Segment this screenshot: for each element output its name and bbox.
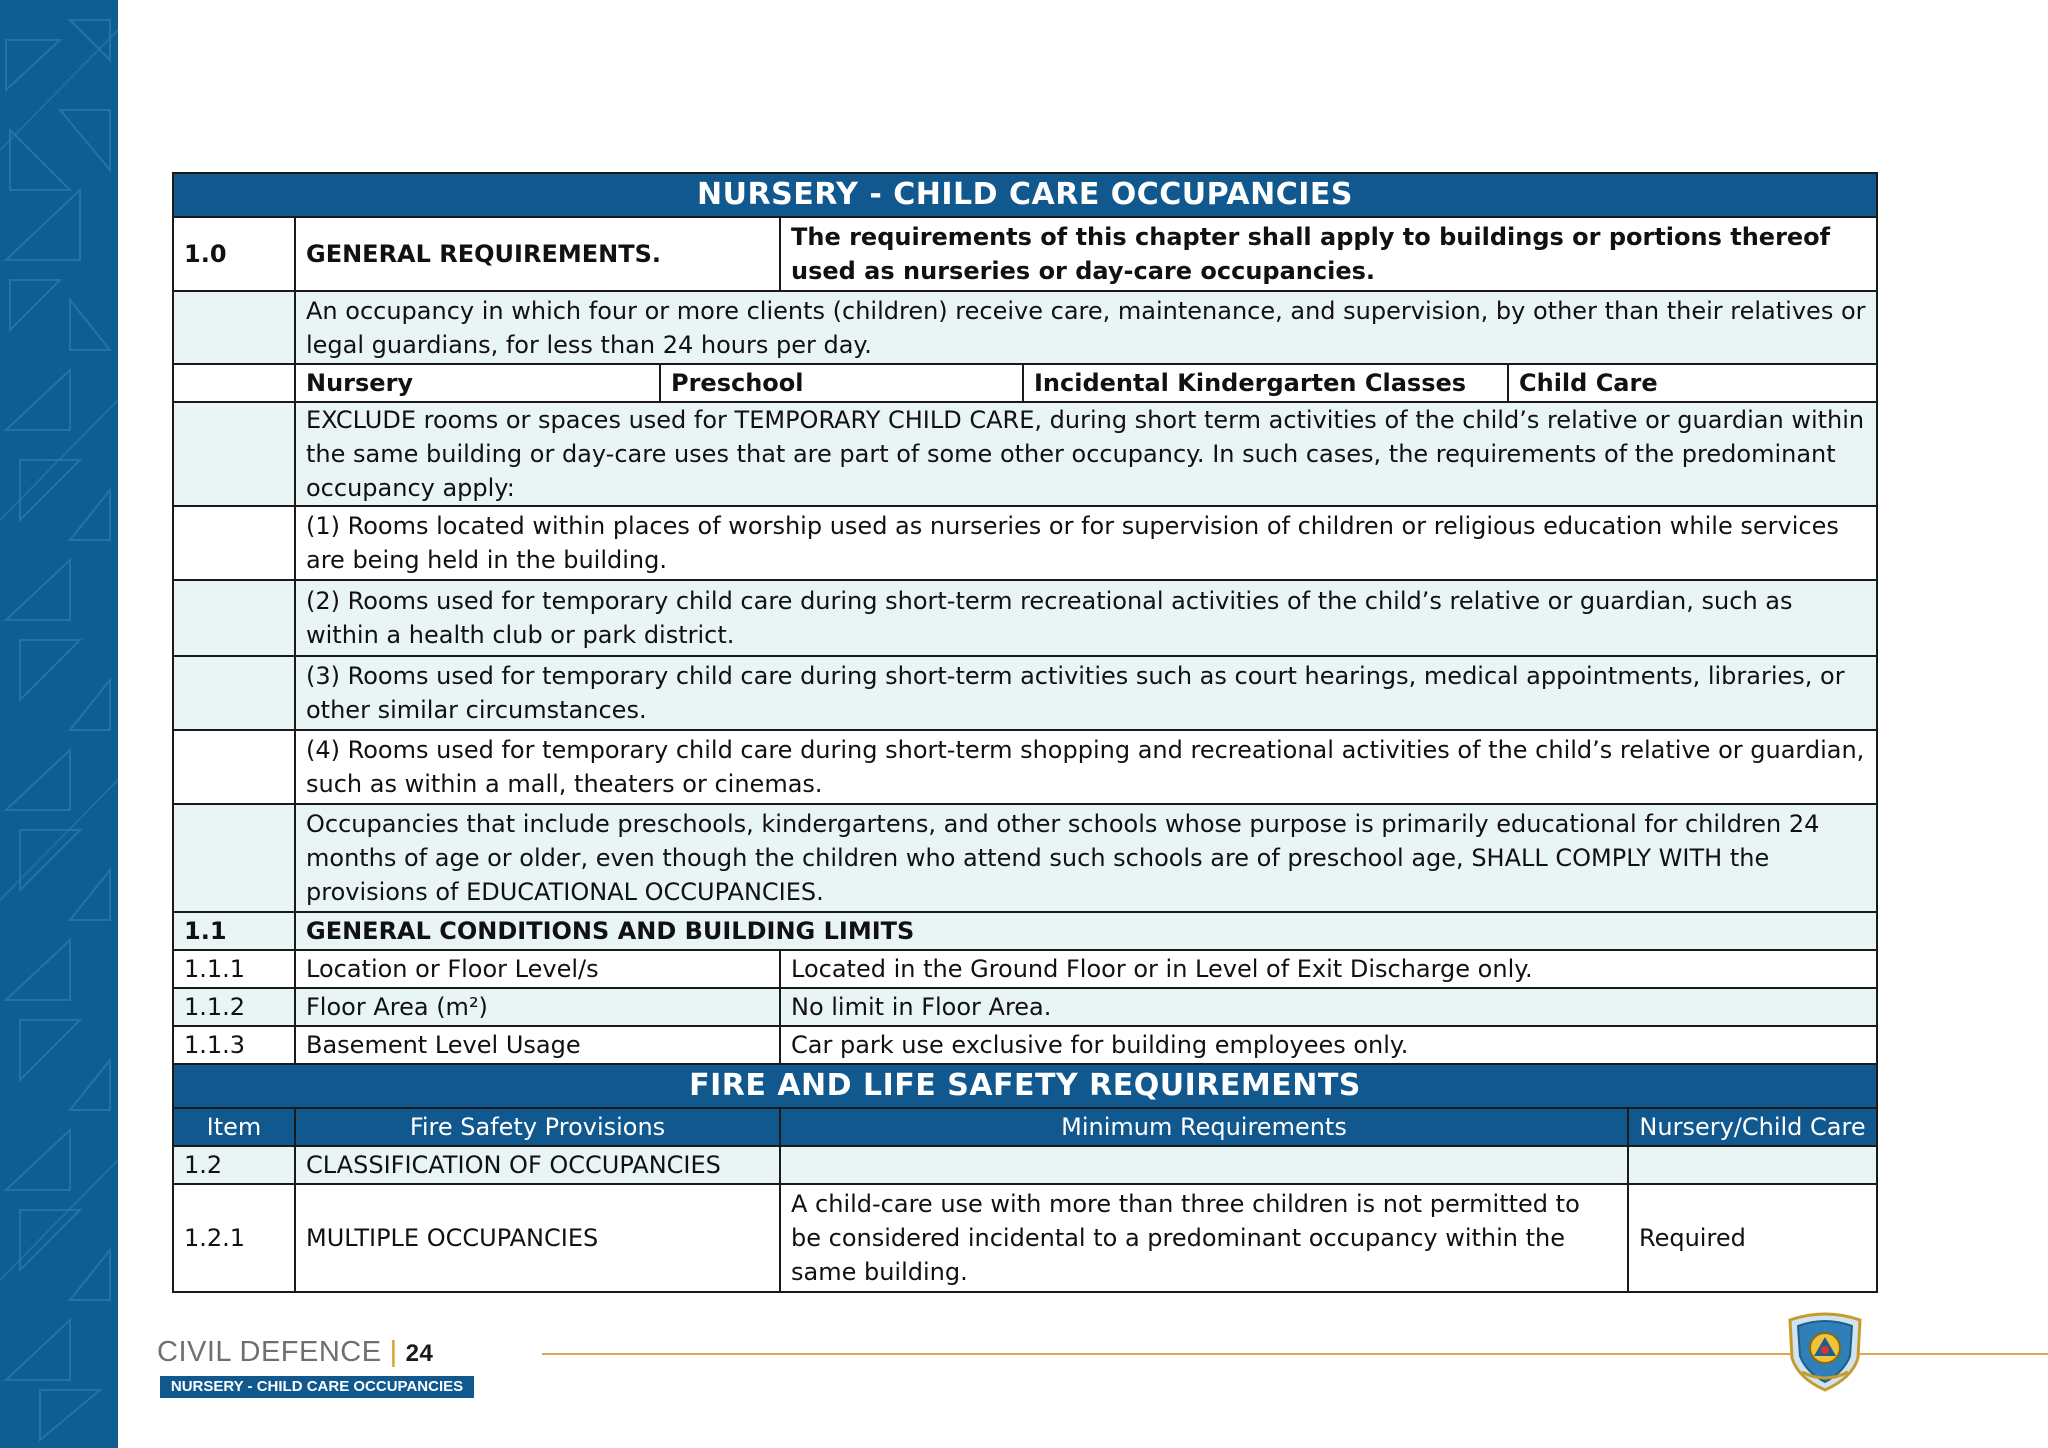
column-header-provisions: Fire Safety Provisions xyxy=(295,1108,780,1146)
multiple-status: Required xyxy=(1628,1184,1877,1292)
section-scope-text: The requirements of this chapter shall apply to buildings or portions thereof used as nurseries or day-care occupancies. xyxy=(780,217,1877,291)
limit-value: Car park use exclusive for building employees only. xyxy=(780,1026,1877,1064)
table-title: NURSERY - CHILD CARE OCCUPANCIES xyxy=(173,173,1877,217)
empty-cell xyxy=(173,730,295,804)
educational-note: Occupancies that include preschools, kindergartens, and other schools whose purpose is primarily educational for children 24 months of age or older, even though the children who attend such schools are of preschool age, SHALL COMPLY WITH the provisions of EDUCATIONAL OCCUPANCIES. xyxy=(295,804,1877,912)
civil-defence-emblem-icon xyxy=(1782,1310,1868,1392)
empty-cell xyxy=(173,804,295,912)
type-nursery: Nursery xyxy=(295,364,660,402)
empty-cell xyxy=(173,402,295,506)
limit-label: Location or Floor Level/s xyxy=(295,950,780,988)
limit-value: Located in the Ground Floor or in Level of Exit Discharge only. xyxy=(780,950,1877,988)
multiple-label: MULTIPLE OCCUPANCIES xyxy=(295,1184,780,1292)
limit-number: 1.1.2 xyxy=(173,988,295,1026)
empty-cell xyxy=(173,291,295,364)
brand-separator: | xyxy=(389,1336,398,1368)
exclude-text: EXCLUDE rooms or spaces used for TEMPORARY CHILD CARE, during short term activities of the child’s relative or guardian within the same building or day-care uses that are part of some other occupancy. In such cases, the requirements of the predominant occupancy apply: xyxy=(295,402,1877,506)
column-header-nursery: Nursery/Child Care xyxy=(1628,1108,1877,1146)
multiple-number: 1.2.1 xyxy=(173,1184,295,1292)
empty-cell xyxy=(173,656,295,730)
footer-brand xyxy=(157,1336,433,1369)
empty-cell xyxy=(173,506,295,580)
column-header-requirements: Minimum Requirements xyxy=(780,1108,1628,1146)
section-number: 1.0 xyxy=(173,217,295,291)
type-kindergarten: Incidental Kindergarten Classes xyxy=(1023,364,1508,402)
requirements-table xyxy=(172,172,1878,1293)
empty-cell xyxy=(173,580,295,656)
classification-number: 1.2 xyxy=(173,1146,295,1184)
exclusion-item: (2) Rooms used for temporary child care during short-term recreational activities of the child’s relative or guardian, such as within a health club or park district. xyxy=(295,580,1877,656)
occupancy-definition: An occupancy in which four or more clients (children) receive care, maintenance, and supervision, by other than their relatives or legal guardians, for less than 24 hours per day. xyxy=(295,291,1877,364)
classification-label: CLASSIFICATION OF OCCUPANCIES xyxy=(295,1146,780,1184)
brand-name: CIVIL DEFENCE xyxy=(157,1336,382,1368)
empty-cell xyxy=(780,1146,1628,1184)
limit-label: Floor Area (m²) xyxy=(295,988,780,1026)
fire-safety-title: FIRE AND LIFE SAFETY REQUIREMENTS xyxy=(173,1064,1877,1108)
column-header-item: Item xyxy=(173,1108,295,1146)
page-number: 24 xyxy=(405,1340,434,1367)
type-preschool: Preschool xyxy=(660,364,1023,402)
type-child-care: Child Care xyxy=(1508,364,1877,402)
triangle-pattern xyxy=(0,0,118,1448)
limit-label: Basement Level Usage xyxy=(295,1026,780,1064)
exclusion-item: (1) Rooms located within places of worship used as nurseries or for supervision of children or religious education while services are being held in the building. xyxy=(295,506,1877,580)
footer-section-tag: NURSERY - CHILD CARE OCCUPANCIES xyxy=(160,1376,474,1398)
limit-number: 1.1.1 xyxy=(173,950,295,988)
limit-value: No limit in Floor Area. xyxy=(780,988,1877,1026)
exclusion-item: (4) Rooms used for temporary child care during short-term shopping and recreational activities of the child’s relative or guardian, such as within a mall, theaters or cinemas. xyxy=(295,730,1877,804)
empty-cell xyxy=(1628,1146,1877,1184)
multiple-requirement: A child-care use with more than three children is not permitted to be considered incidental to a predominant occupancy within the same building. xyxy=(780,1184,1628,1292)
exclusion-item: (3) Rooms used for temporary child care during short-term activities such as court hearings, medical appointments, libraries, or other similar circumstances. xyxy=(295,656,1877,730)
side-decorative-band xyxy=(0,0,118,1448)
section-label: GENERAL REQUIREMENTS. xyxy=(295,217,780,291)
conditions-number: 1.1 xyxy=(173,912,295,950)
empty-cell xyxy=(173,364,295,402)
limit-number: 1.1.3 xyxy=(173,1026,295,1064)
conditions-heading: GENERAL CONDITIONS AND BUILDING LIMITS xyxy=(295,912,1877,950)
